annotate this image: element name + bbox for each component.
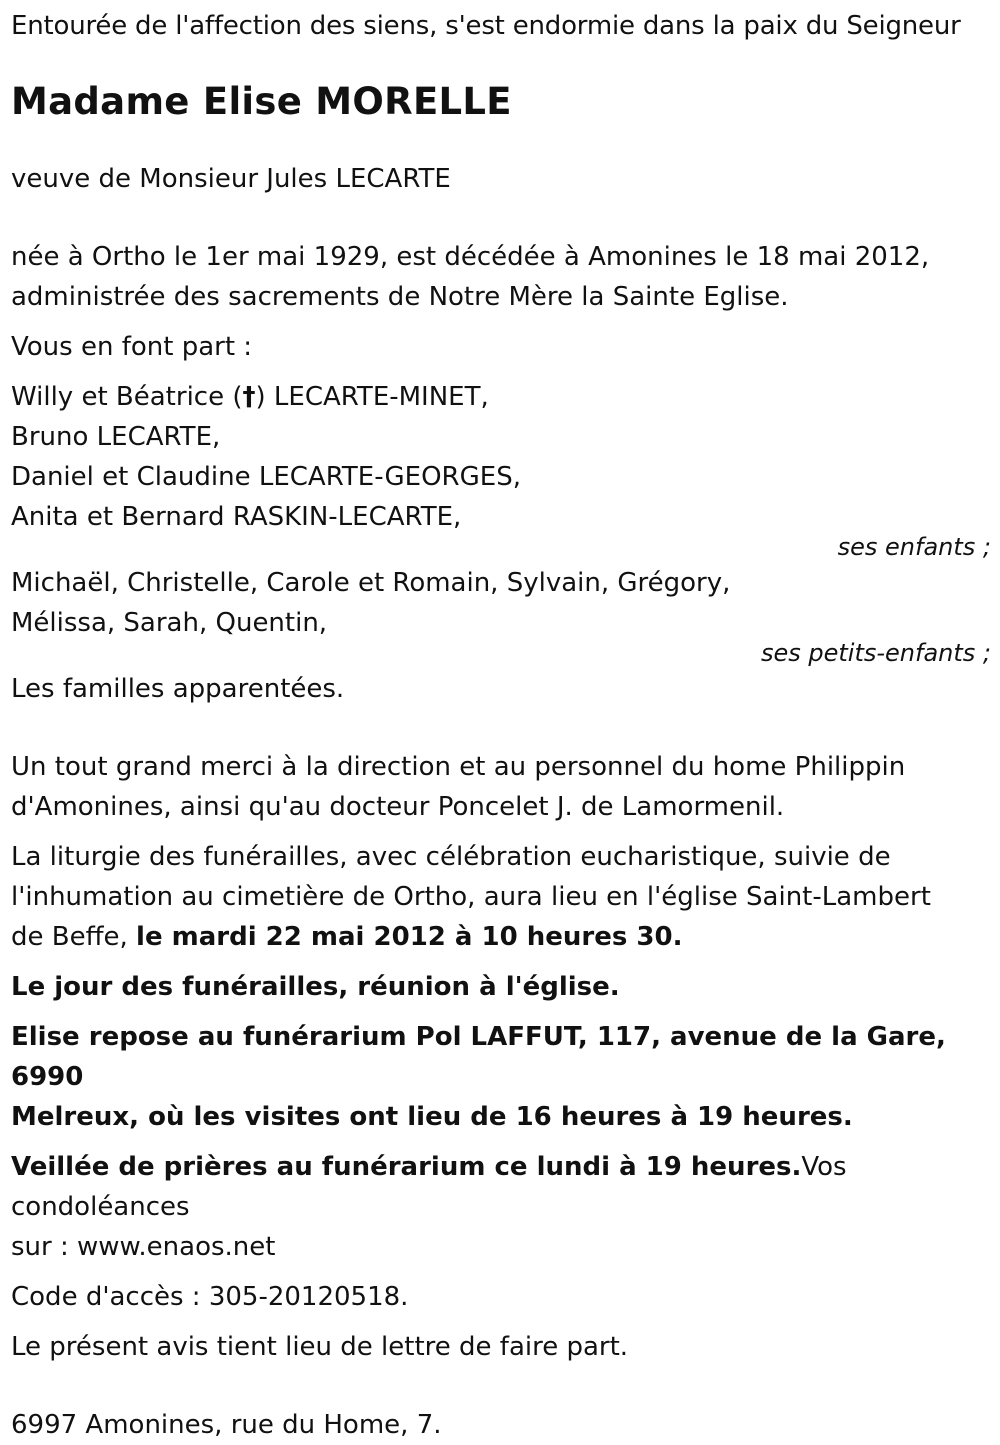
birth-death-line: née à Ortho le 1er mai 1929, est décédée à Amonines le 18 mai 2012, <box>11 242 930 272</box>
access-code: Code d'accès : 305-20120518. <box>11 1282 409 1312</box>
child-line: Daniel et Claudine LECARTE-GEORGES, <box>11 462 521 492</box>
birth-death-block <box>11 237 991 317</box>
child-surname: ) LECARTE-MINET, <box>255 382 489 412</box>
notice-line: Le présent avis tient lieu de lettre de faire part. <box>11 1332 629 1362</box>
child-names: Willy et Béatrice ( <box>11 382 243 412</box>
reposes-line: Elise repose au funérarium Pol LAFFUT, 117, avenue de la Gare, 6990 <box>11 1022 946 1092</box>
condolences-text: Vos condoléances <box>11 1152 847 1222</box>
sacraments-line: administrée des sacrements de Notre Mère la Sainte Eglise. <box>11 282 789 312</box>
condolences-website: sur : www.enaos.net <box>11 1232 276 1262</box>
cross-icon: † <box>242 382 256 412</box>
grandchildren-block <box>11 563 991 665</box>
vigil-block <box>11 1147 991 1267</box>
child-line: Anita et Bernard RASKIN-LECARTE, <box>11 502 462 532</box>
funeral-date: le mardi 22 mai 2012 à 10 heures 30. <box>136 922 683 952</box>
child-line: Bruno LECARTE, <box>11 422 221 452</box>
obituary-notice <box>11 6 991 1445</box>
address-line: 6997 Amonines, rue du Home, 7. <box>11 1410 442 1440</box>
liturgy-line: l'inhumation au cimetière de Ortho, aura lieu en l'église Saint-Lambert <box>11 882 931 912</box>
vigil-text: Veillée de prières au funérarium ce lundi à 19 heures. <box>11 1152 802 1182</box>
families-line: Les familles apparentées. <box>11 674 345 704</box>
child-line <box>11 377 991 417</box>
thanks-line: d'Amonines, ainsi qu'au docteur Poncelet J. de Lamormenil. <box>11 792 785 822</box>
children-block <box>11 377 991 559</box>
children-role-label: ses enfants ; <box>837 533 991 561</box>
vigil-line <box>11 1147 991 1227</box>
liturgy-block <box>11 837 991 957</box>
gathering-line: Le jour des funérailles, réunion à l'église. <box>11 972 620 1002</box>
liturgy-line: La liturgie des funérailles, avec célébration eucharistique, suivie de <box>11 842 891 872</box>
intro-line: Entourée de l'affection des siens, s'est endormie dans la paix du Seigneur <box>11 11 961 41</box>
grandchildren-line: Mélissa, Sarah, Quentin, <box>11 608 328 638</box>
deceased-name: Madame Elise MORELLE <box>11 80 512 123</box>
reposes-line: Melreux, où les visites ont lieu de 16 heures à 19 heures. <box>11 1102 853 1132</box>
grandchildren-role-label: ses petits-enfants ; <box>760 639 991 667</box>
liturgy-place: de Beffe, <box>11 922 137 952</box>
thanks-block <box>11 747 991 827</box>
announce-line: Vous en font part : <box>11 332 253 362</box>
grandchildren-line: Michaël, Christelle, Carole et Romain, Sylvain, Grégory, <box>11 568 731 598</box>
liturgy-line <box>11 917 991 957</box>
reposes-block <box>11 1017 991 1137</box>
widow-of: veuve de Monsieur Jules LECARTE <box>11 164 451 194</box>
thanks-line: Un tout grand merci à la direction et au personnel du home Philippin <box>11 752 906 782</box>
